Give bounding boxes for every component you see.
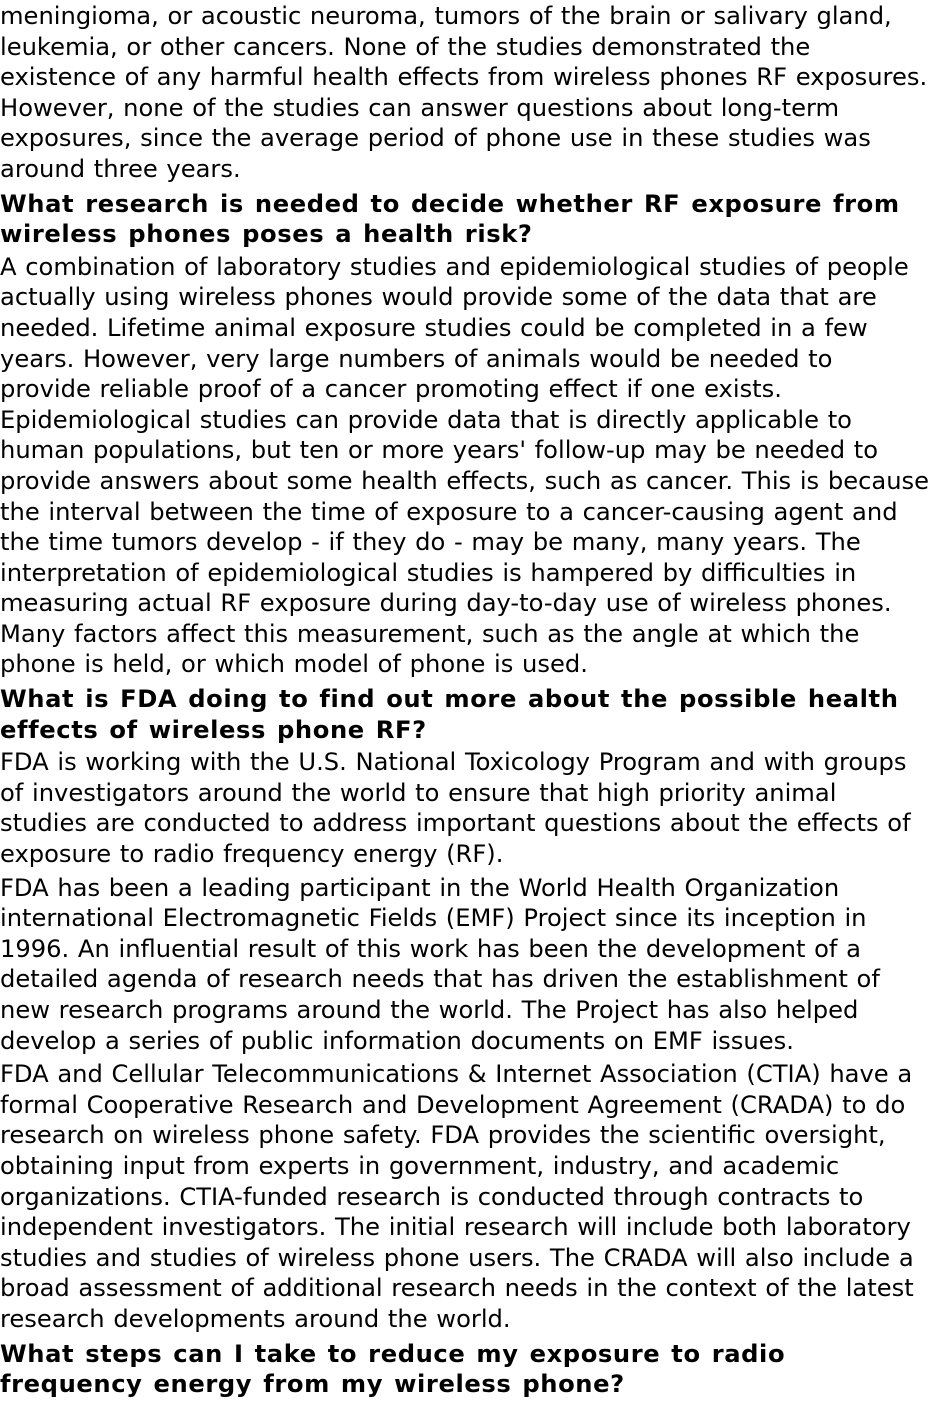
paragraph-laboratory-epidemiological-studies: A combination of laboratory studies and epidemiological studies of people actually using wireless phones would provide some of the data that are needed. Lifetime animal exposure studies could be completed in a few years. However, very large numbers of animals would be needed to provide reliable proof of a cancer promoting effect if one exists. Epidemiological studies can provide data that is directly applicable to human populations, but ten or more years' follow-up may be needed to provide answers about some health effects, such as cancer. This is because the interval between the time of exposure to a cancer-causing agent and the time tumors develop - if they do - may be many, many years. The interpretation of epidemiological studies is hampered by difficulties in measuring actual RF exposure during day-to-day use of wireless phones. Many factors affect this measurement, such as the angle at which the phone is held, or which model of phone is used. (0, 252, 930, 679)
heading-reduce-exposure: What steps can I take to reduce my exposure to radio frequency energy from my wireless phone? (0, 1339, 786, 1399)
paragraph-toxicology-program: FDA is working with the U.S. National Toxicology Program and with groups of investigators around the world to ensure that high priority animal studies are conducted to address important questions about the effects of exposure to radio frequency energy (RF). (0, 748, 911, 869)
paragraph-brain-tumor-studies: meningioma, or acoustic neuroma, tumors of the brain or salivary gland, leukemia, or other cancers. None of the studies demonstrated the existence of any harmful health effects from wireless phones RF exposures. However, none of the studies can answer questions about long-term exposures, since the average period of phone use in these studies was around three years. (0, 2, 928, 183)
paragraph-ctia-crada: FDA and Cellular Telecommunications & Internet Association (CTIA) have a formal Cooperative Research and Development Agreement (CRADA) to do research on wireless phone safety. FDA provides the scientific oversight, obtaining input from experts in government, industry, and academic organizations. CTIA-funded research is conducted through contracts to independent investigators. The initial research will include both laboratory studies and studies of wireless phone users. The CRADA will also include a broad assessment of additional research needs in the context of the latest research developments around the world. (0, 1060, 914, 1333)
heading-research-needed: What research is needed to decide whether RF exposure from wireless phones poses a health risk? (0, 189, 900, 249)
paragraph-who-emf-project: FDA has been a leading participant in the World Health Organization international Electromagnetic Fields (EMF) Project since its inception in 1996. An influential result of this work has been the development of a detailed agenda of research needs that has driven the establishment of new research programs around the world. The Project has also helped develop a series of public information documents on EMF issues. (0, 873, 880, 1055)
heading-fda-actions: What is FDA doing to find out more about the possible health effects of wireless phone RF? (0, 685, 899, 744)
